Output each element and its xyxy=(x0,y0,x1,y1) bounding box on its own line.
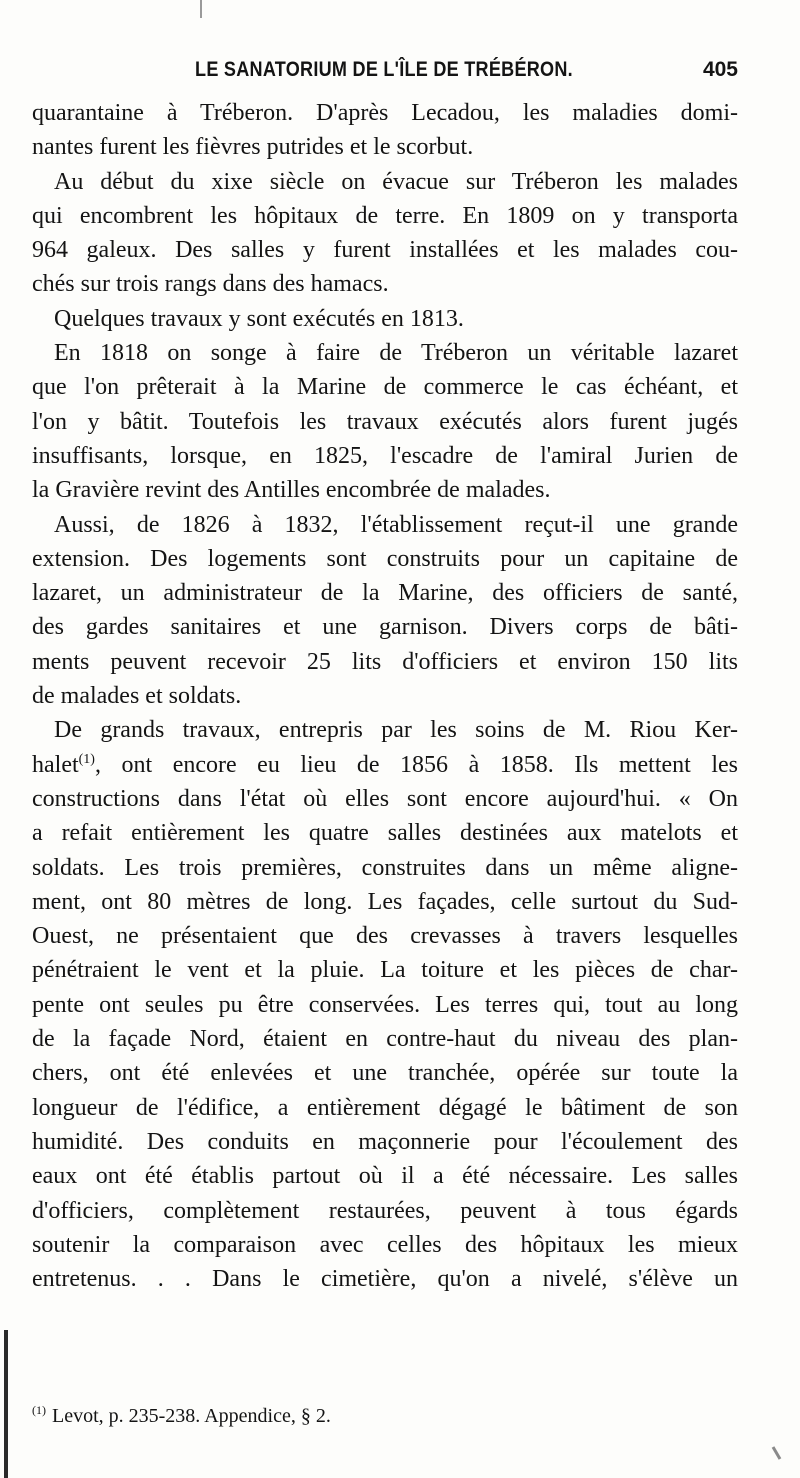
text-line: de la façade Nord, étaient en contre-haut du niveau des plan- xyxy=(32,1026,738,1053)
text-fragment: , ont encore eu lieu de 1856 à 1858. Ils mettent les xyxy=(94,751,738,778)
body-text xyxy=(32,96,738,1296)
text-line: chers, ont été enlevées et une tranchée, opérée sur toute la xyxy=(32,1060,738,1087)
text-line: pénétraient le vent et la pluie. La toiture et les pièces de char- xyxy=(32,957,738,984)
scan-edge-shadow xyxy=(4,1330,8,1478)
text-line: longueur de l'édifice, a entièrement dégagé le bâtiment de son xyxy=(32,1094,738,1121)
text-line: d'officiers, complètement restaurées, peuvent à tous égards xyxy=(32,1197,738,1224)
text-line: de malades et soldats. xyxy=(32,683,242,710)
text-line: Quelques travaux y sont exécutés en 1813. xyxy=(54,305,464,332)
text-line: soutenir la comparaison avec celles des hôpitaux les mieux xyxy=(32,1231,738,1258)
text-line-with-note xyxy=(32,748,738,782)
text-line: quarantaine à Tréberon. D'après Lecadou, les maladies domi- xyxy=(32,100,738,126)
footnote-reference: (1) xyxy=(78,751,95,767)
scan-smudge xyxy=(772,1446,782,1460)
footnote-marker: (1) xyxy=(32,1403,46,1418)
text-line: l'on y bâtit. Toutefois les travaux exécutés alors furent jugés xyxy=(32,408,738,435)
text-line: entretenus. . . Dans le cimetière, qu'on a nivelé, s'élève un xyxy=(32,1266,738,1293)
text-line: a refait entièrement les quatre salles destinées aux matelots et xyxy=(32,820,738,847)
text-line: constructions dans l'état où elles sont encore aujourd'hui. « On xyxy=(32,785,738,812)
text-line: Au début du xixe siècle on évacue sur Tréberon les malades xyxy=(54,168,738,195)
text-line: nantes furent les fièvres putrides et le scorbut. xyxy=(32,134,474,161)
running-title: LE SANATORIUM DE L'ÎLE DE TRÉBÉRON. xyxy=(195,58,573,81)
text-line: humidité. Des conduits en maçonnerie pour l'écoulement des xyxy=(32,1128,738,1155)
text-line: En 1818 on songe à faire de Tréberon un véritable lazaret xyxy=(54,340,738,367)
text-line: pente ont seules pu être conservées. Les terres qui, tout au long xyxy=(32,991,738,1018)
text-line: extension. Des logements sont construits pour un capitaine de xyxy=(32,545,738,572)
page-header xyxy=(30,58,738,90)
scan-fold-mark xyxy=(200,0,202,18)
text-line: De grands travaux, entrepris par les soins de M. Riou Ker- xyxy=(54,717,738,744)
page-number: 405 xyxy=(702,58,738,81)
text-line: soldats. Les trois premières, construites dans un même aligne- xyxy=(32,854,738,881)
text-line: Ouest, ne présentaient que des crevasses à travers lesquelles xyxy=(32,923,738,950)
text-line: que l'on prêterait à la Marine de commerce le cas échéant, et xyxy=(32,374,738,401)
text-line: 964 galeux. Des salles y furent installées et les malades cou- xyxy=(32,237,738,264)
text-line: insuffisants, lorsque, en 1825, l'escadre de l'amiral Jurien de xyxy=(32,442,738,469)
text-line: eaux ont été établis partout où il a été nécessaire. Les salles xyxy=(32,1163,738,1190)
text-line: Aussi, de 1826 à 1832, l'établissement reçut-il une grande xyxy=(54,511,738,538)
text-line: ments peuvent recevoir 25 lits d'officiers et environ 150 lits xyxy=(32,648,738,675)
footnote-text: Levot, p. 235-238. Appendice, § 2. xyxy=(52,1405,331,1427)
footnote xyxy=(32,1402,738,1430)
text-line: chés sur trois rangs dans des hamacs. xyxy=(32,271,389,298)
text-line: la Gravière revint des Antilles encombrée de malades. xyxy=(32,477,551,504)
text-line: des gardes sanitaires et une garnison. Divers corps de bâti- xyxy=(32,614,738,641)
text-line: lazaret, un administrateur de la Marine, des officiers de santé, xyxy=(32,580,738,607)
text-line: qui encombrent les hôpitaux de terre. En 1809 on y transporta xyxy=(32,202,738,229)
text-fragment: halet xyxy=(32,751,79,778)
text-line: ment, ont 80 mètres de long. Les façades, celle surtout du Sud- xyxy=(32,888,738,915)
